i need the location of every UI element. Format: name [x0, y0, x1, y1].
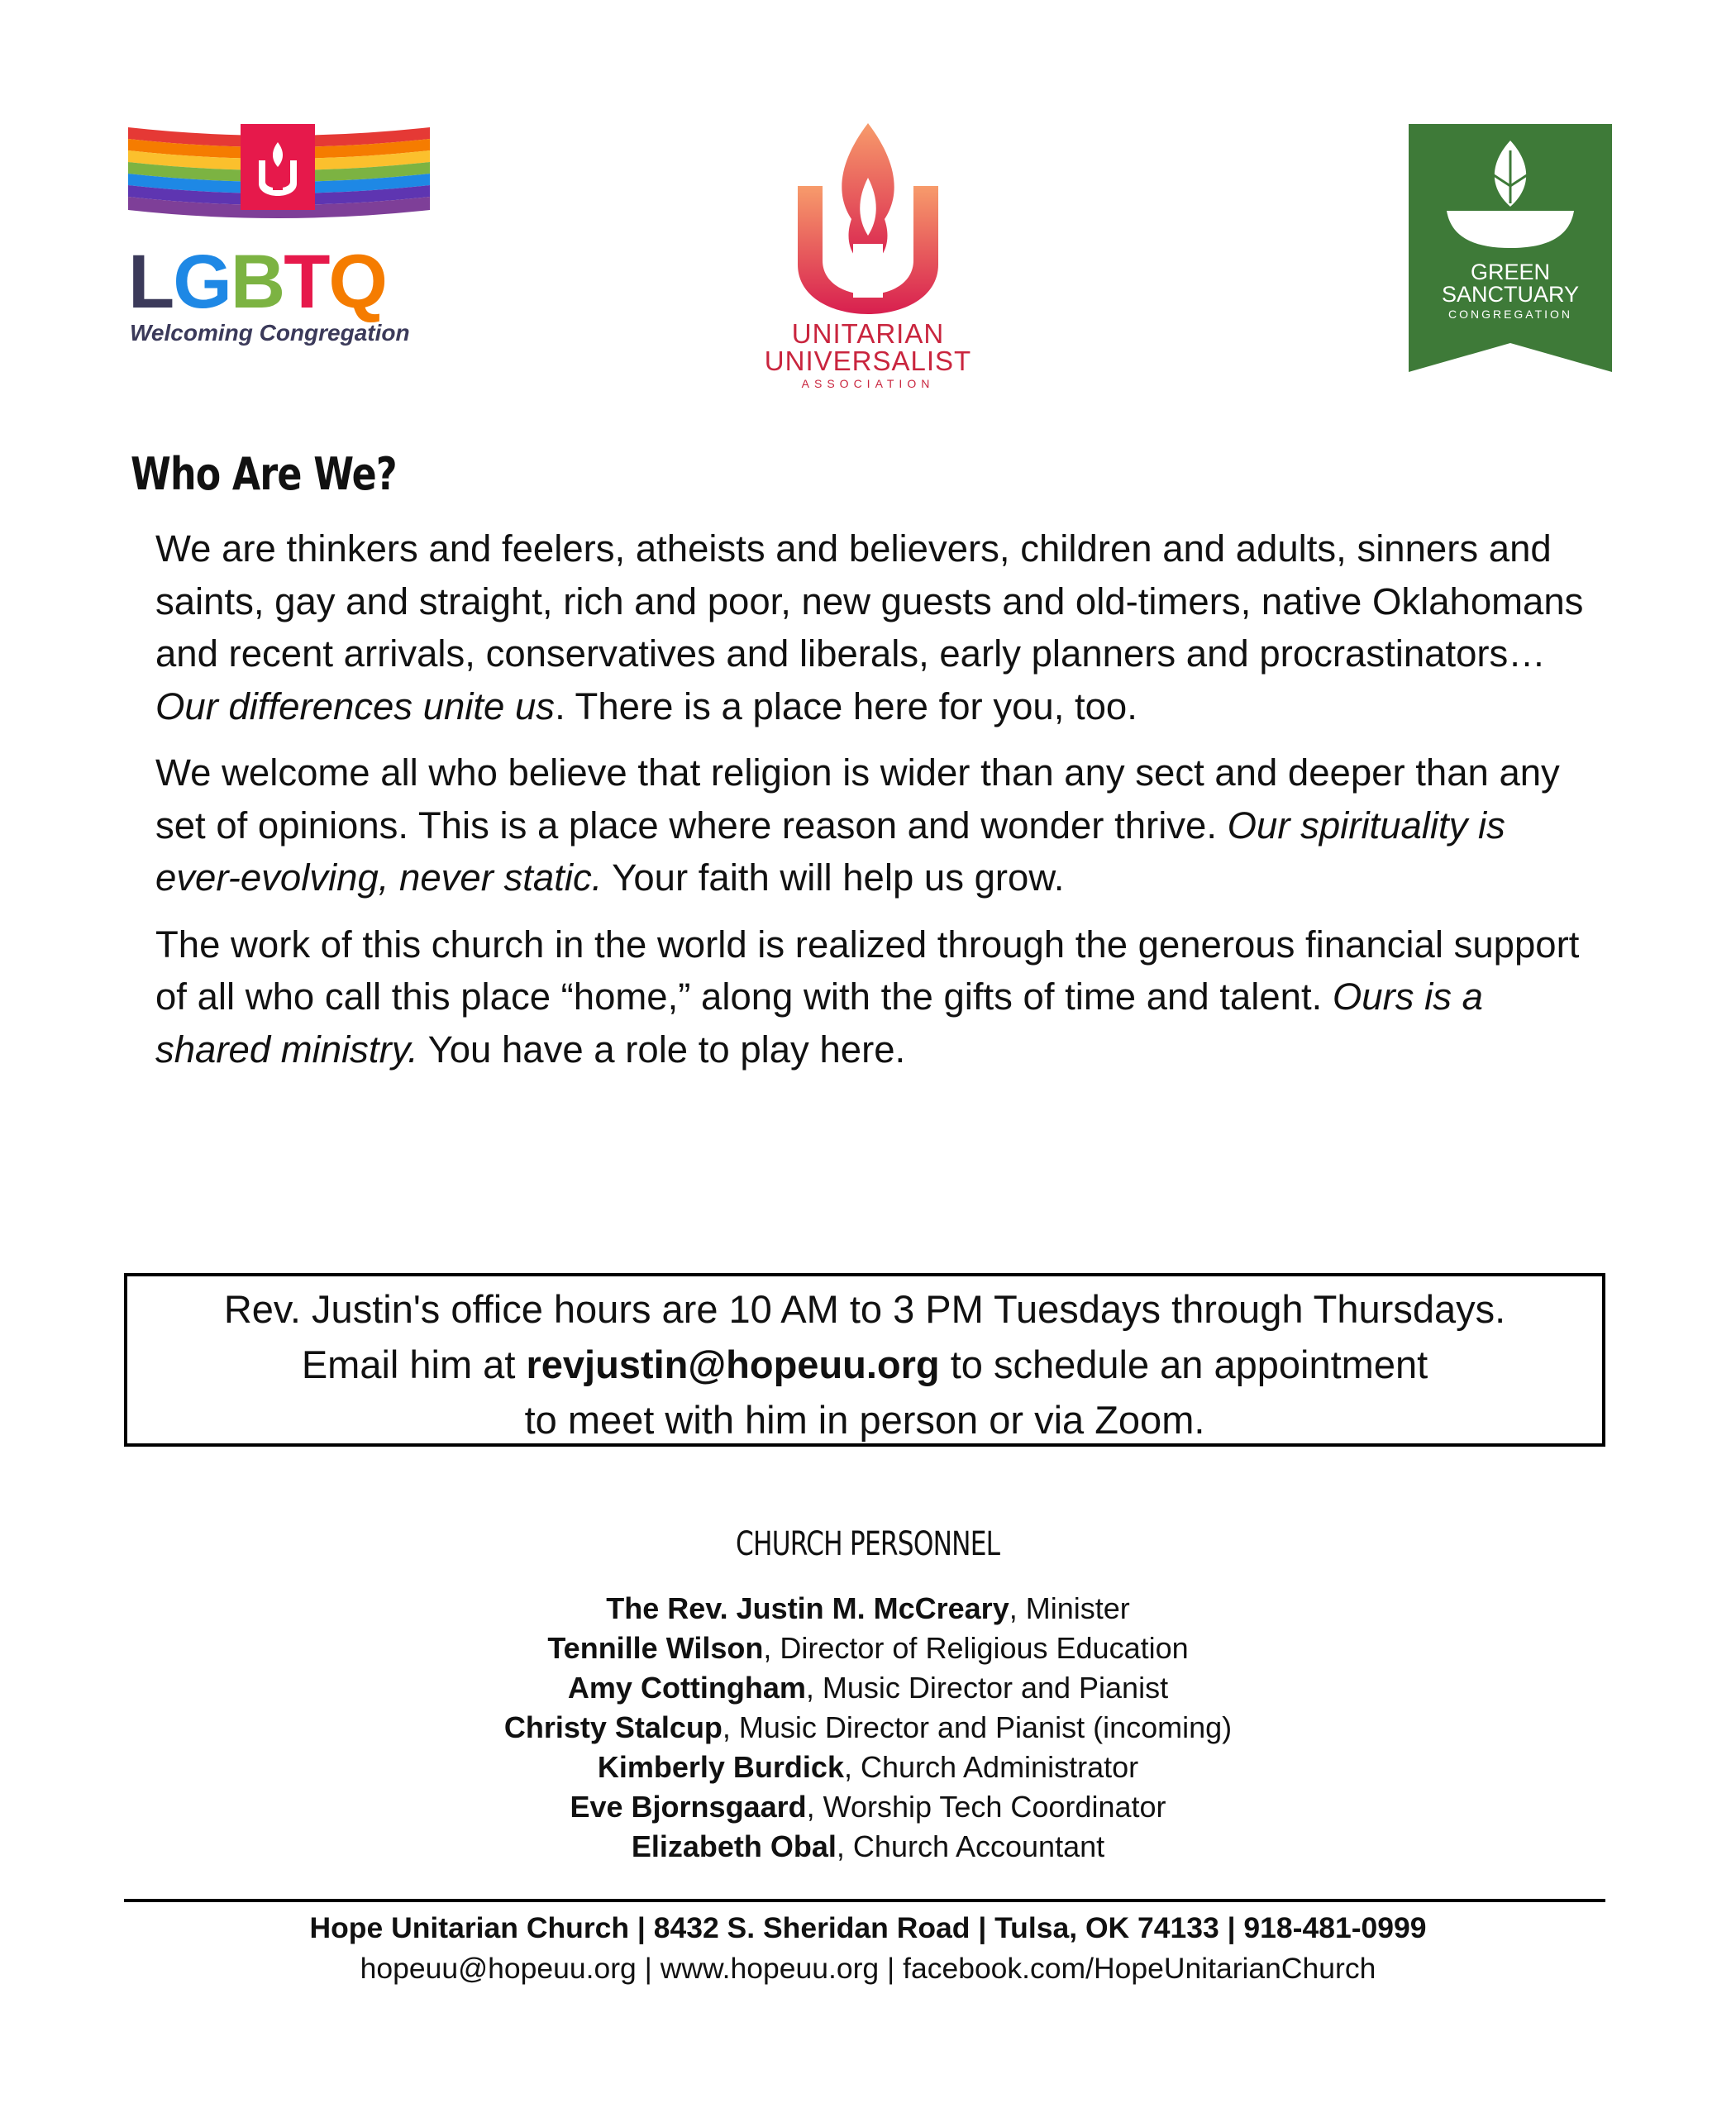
lgbtq-logo-graphic	[128, 124, 430, 347]
personnel-item	[0, 1668, 1736, 1708]
person-name: Kimberly Burdick	[597, 1750, 844, 1784]
person-role: , Director of Religious Education	[763, 1631, 1189, 1665]
office-hours-line2	[127, 1337, 1602, 1392]
person-name: Amy Cottingham	[567, 1671, 806, 1705]
office-hours-line1: Rev. Justin's office hours are 10 AM to 3 PM Tuesdays through Thursdays.	[223, 1287, 1506, 1331]
who-p2-after: Your faith will help us grow.	[602, 856, 1065, 899]
green-line1: GREEN	[1470, 260, 1551, 284]
person-name: Elizabeth Obal	[631, 1829, 837, 1863]
lgbtq-tagline: Welcoming Congregation	[130, 320, 410, 346]
office-hours-box	[124, 1273, 1605, 1447]
footer-address: Hope Unitarian Church | 8432 S. Sheridan Road | Tulsa, OK 74133 | 918-481-0999	[309, 1911, 1427, 1944]
who-paragraph-2	[155, 746, 1594, 904]
who-p1-emphasis: Our differences unite us	[155, 684, 556, 727]
green-line2: SANCTUARY	[1441, 282, 1580, 307]
office-hours-line2-post: to schedule an appointment	[939, 1343, 1428, 1386]
uua-logo	[756, 120, 980, 393]
green-sanctuary-logo	[1409, 124, 1612, 372]
person-role: , Music Director and Pianist	[805, 1671, 1169, 1705]
office-hours-line3: to meet with him in person or via Zoom.	[524, 1398, 1205, 1442]
who-paragraph-3	[155, 918, 1594, 1076]
personnel-item	[0, 1787, 1736, 1827]
personnel-item	[0, 1708, 1736, 1748]
who-are-we-heading: Who Are We?	[131, 448, 397, 500]
who-p1-text: We are thinkers and feelers, atheists and believers, children and adults, sinners and saints, gay and straight, rich and poor, new guests and old-timers, native Oklahomans and recent arrivals, conservatives and liberals, early planners and procrastinators…	[155, 527, 1584, 675]
person-name: Tennille Wilson	[547, 1631, 764, 1665]
green-sanctuary-graphic	[1409, 124, 1612, 372]
who-paragraph-1	[155, 522, 1594, 732]
footer-contact-links[interactable]: hopeuu@hopeuu.org | www.hopeuu.org | facebook.com/HopeUnitarianChurch	[360, 1952, 1376, 1985]
who-p1-after: . There is a place here for you, too.	[555, 684, 1137, 727]
person-role: , Church Accountant	[836, 1829, 1105, 1863]
flaming-chalice-icon	[798, 123, 938, 314]
svg-text:LGBTQ: LGBTQ	[128, 240, 386, 324]
person-role: , Worship Tech Coordinator	[806, 1790, 1166, 1824]
who-p3-after: You have a role to play here.	[417, 1028, 906, 1071]
uua-line2: UNIVERSALIST	[764, 346, 972, 376]
office-hours-email-link[interactable]: revjustin@hopeuu.org	[526, 1343, 940, 1386]
who-are-we-body	[155, 522, 1594, 1090]
personnel-heading-text: CHURCH PERSONNEL	[736, 1525, 1000, 1563]
green-line3: CONGREGATION	[1447, 308, 1573, 321]
lgbtq-welcoming-logo	[128, 124, 430, 347]
person-name: The Rev. Justin M. McCreary	[606, 1591, 1009, 1625]
office-hours-line2-pre: Email him at	[301, 1343, 527, 1386]
personnel-item	[0, 1827, 1736, 1867]
uua-logo-graphic	[756, 120, 980, 393]
who-p3-emphasis: Ours is a shared ministry.	[155, 975, 1483, 1071]
who-p2-text: We welcome all who believe that religion is wider than any sect and deeper than any set of opinions. This is a place where reason and wonder thrive.	[155, 751, 1560, 847]
person-name: Christy Stalcup	[503, 1710, 723, 1744]
footer-divider	[124, 1899, 1605, 1902]
personnel-item	[0, 1629, 1736, 1668]
who-p3-text: The work of this church in the world is realized through the generous financial support of all who call this place “home,” along with the gifts of time and talent.	[155, 923, 1580, 1018]
uua-line3: ASSOCIATION	[801, 377, 935, 390]
personnel-heading	[0, 1525, 1736, 1563]
personnel-item	[0, 1748, 1736, 1787]
uua-line1: UNITARIAN	[791, 318, 945, 349]
who-p2-emphasis: Our spirituality is ever-evolving, never static.	[155, 804, 1505, 899]
personnel-list	[0, 1589, 1736, 1867]
person-role: , Church Administrator	[843, 1750, 1139, 1784]
person-name: Eve Bjornsgaard	[570, 1790, 807, 1824]
person-role: , Music Director and Pianist (incoming)	[722, 1710, 1233, 1744]
personnel-item	[0, 1589, 1736, 1629]
person-role: , Minister	[1009, 1591, 1130, 1625]
